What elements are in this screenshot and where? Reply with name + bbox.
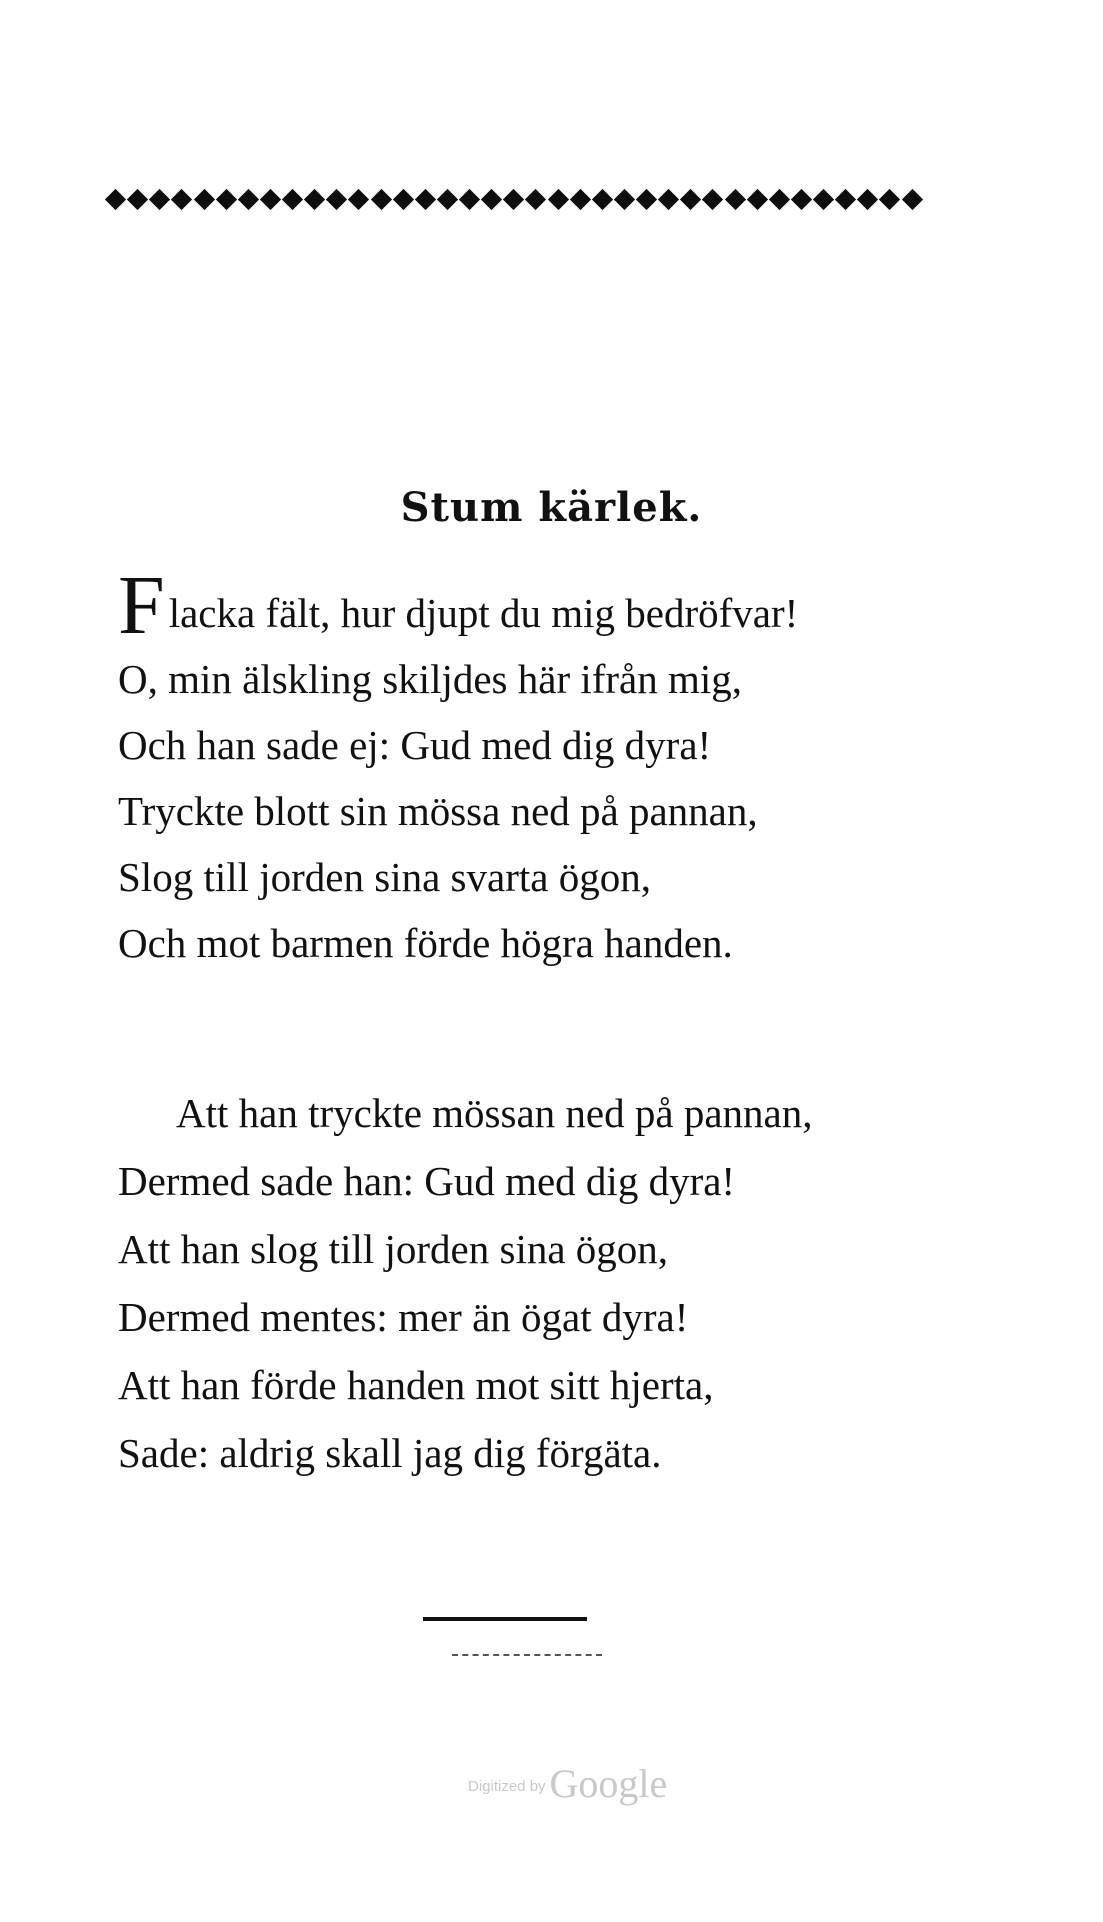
poem-line: O, min älskling skiljdes här ifrån mig, — [118, 656, 743, 702]
poem-line: Och mot barmen förde högra handen. — [118, 920, 733, 966]
poem-line-text: lacka fält, hur djupt du mig bedröfvar! — [168, 590, 799, 636]
end-rule-dashed — [452, 1654, 602, 1656]
stanza-1 — [118, 559, 938, 976]
poem-line: Och han sade ej: Gud med dig dyra! — [118, 722, 712, 768]
poem-line: Att han tryckte mössan ned på pannan, — [176, 1090, 813, 1136]
end-rule — [423, 1617, 587, 1621]
ornamental-border — [108, 184, 920, 214]
poem-line: Att han slog till jorden sina ögon, — [118, 1226, 669, 1272]
poem-title: Stum kärlek. — [400, 484, 703, 531]
poem-line: Tryckte blott sin mössa ned på pannan, — [118, 788, 758, 834]
poem-line — [118, 559, 938, 652]
poem-line: Slog till jorden sina svarta ögon, — [118, 854, 651, 900]
watermark-prefix: Digitized by — [468, 1778, 546, 1795]
poem-line: Dermed sade han: Gud med dig dyra! — [118, 1158, 736, 1204]
poem-line: Dermed mentes: mer än ögat dyra! — [118, 1294, 689, 1340]
poem-line: Att han förde handen mot sitt hjerta, — [118, 1362, 714, 1408]
digitized-watermark — [468, 1760, 667, 1807]
drop-cap: F — [118, 559, 165, 652]
stanza-2 — [118, 1079, 938, 1487]
poem-line: Sade: aldrig skall jag dig förgäta. — [118, 1430, 662, 1476]
watermark-brand: Google — [549, 1761, 668, 1806]
